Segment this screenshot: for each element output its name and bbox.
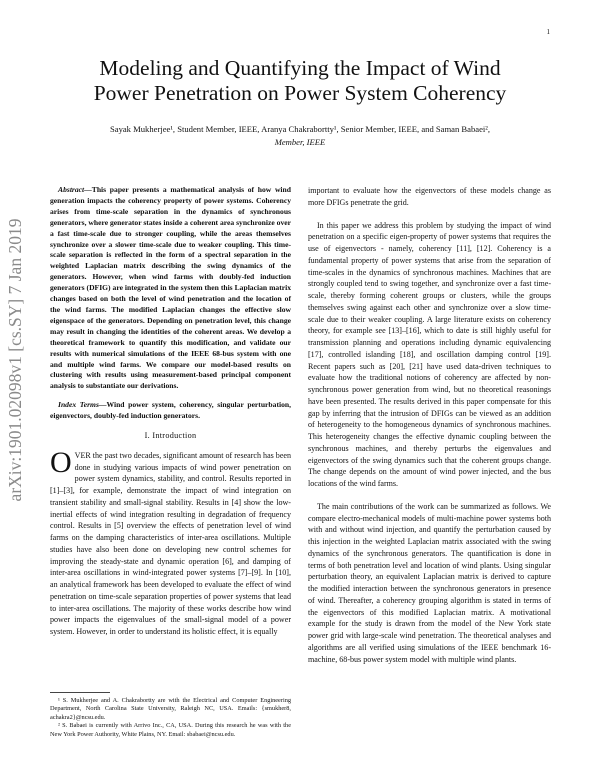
title-line-1: Modeling and Quantifying the Impact of Wind [99, 56, 501, 80]
index-terms [50, 400, 291, 422]
footnote-1: ¹ S. Mukherjee and A. Chakrabortty are with the Electrical and Computer Engineering Department, North Carolina State University, Raleigh NC, USA. Emails: {smukher8, achakra2}@ncsu.edu. [50, 697, 291, 721]
abstract [50, 185, 291, 392]
dropcap: O [50, 445, 72, 479]
right-paragraph-2: The main contributions of the work can be summarized as follows. We compare electro-mechanical models of multi-machine power systems both with and without wind injection, and quantify the perturbation caused by this injection in the weighted Laplacian matrix associated with the swing dynamics of the synchronous generators. The quantification is done in terms of both penetration level and location of wind plants. Using singular perturbation theory, an equivalent Laplacian matrix is derived to capture the modified interaction between the synchronous generators in presence of wind. Thereafter, a coherency grouping algorithm is stated in terms of the eigenvectors of this modified Laplacian matrix. A motivational example for the study is drawn from the model of the New York state power grid with large-scale wind penetration. The theoretical analyses and algorithms are all verified using simulations of the IEEE benchmark 16-machine, 68-bus power system model with multiple wind plants. [308, 501, 551, 664]
authors-line-2: Member, IEEE [274, 137, 326, 147]
left-column [50, 185, 291, 638]
right-paragraph-continued: important to evaluate how the eigenvectors of these models change as more DFIGs penetrate the grid. [308, 186, 551, 207]
title-line-2: Power Penetration on Power System Coherency [93, 81, 507, 105]
right-paragraph-1: In this paper we address this problem by studying the impact of wind penetration on a specific eigen-property of power systems that requires the use of eigenvectors - namely, coherency [11], [12]. Coherency is a fundamental property of power systems that arise from the separation of time-scales in the dynamics of synchronous machines. Machines that are strongly coupled tend to swing together, and synchronize over a fast time-scale, thereby forming coherent groups or clusters, while the groups themselves swing against each other and synchronize over a slow time-scale due to their weaker coupling. A large literature exists on coherency theory, for example see [13]–[16], which to date is still highly useful for transmission planning and operations including dynamic equivalencing [17], controlled islanding [18], and oscillation damping control [19]. Recent papers such as [20], [21] have used data-driven techniques to evaluate how the traditional notions of coherency are affected by non-synchronous power generation from wind, but no theoretical reasonings have been presented. The results derived in this paper compensate for this gap by inferring that the intrusion of DFIGs can be viewed as an addition of heterogeneity to the homogeneous dynamics of synchronous machines. This heterogeneity changes the effective dynamic coupling between the synchronous machines, and thereby perturbs the eigenvalues and eigenvectors of the swing dynamics such that the coherent groups change. The change depends on the amount of wind power injected, and the bus locations of the wind farms. [308, 220, 551, 488]
footnote-2: ² S. Babaei is currently with Arrivo Inc., CA, USA. During this research he was with the New York Power Authority, White Plains, NY. Email: sbabaei@ncsu.edu. [50, 722, 291, 738]
abstract-label: Abstract [58, 185, 85, 194]
abstract-text: —This paper presents a mathematical analysis of how wind generation impacts the coherency property of power systems. Coherency arises from time-scale separation in the dynamics of synchronous generators, where generator states inside a coherent area synchronize over a fast time-scale due to stronger coupling, while the areas themselves synchronize over a slower time-scale due to weaker coupling. This time-scale separation is reflected in the form of a spectral separation in the weighted Laplacian matrix describing the swing dynamics of the generators. However, when wind farms with doubly-fed induction generators (DFIG) are integrated in the system then this Laplacian matrix changes based on both the level of wind penetration and the location of the wind farms. The modified Laplacian changes the effective slow eigenspace of the generators. Depending on penetration level, this change may result in changing the identities of the coherent areas. We develop a theoretical framework to quantify this modification, and validate our results with numerical simulations of the IEEE 68-bus system with one and multiple wind farms. We compare our model-based results on clustering with results using measurement-based principal component analysis to substantiate our derivations. [50, 185, 291, 391]
intro-paragraph-1-text: VER the past two decades, significant amount of research has been done in studying various impacts of wind power penetration on power system dynamics, stability, and control. Results reported in [1]–[3], for example, demonstrate the impact of wind integration on transient stability and small-signal stability. Results in [4] show the low-inertial effects of wind integration resulting in degradation of frequency control. Results in [5] overview the effects of penetration level of wind farms on the damping characteristics of inter-area oscillations. Multiple studies have also been done on developing new control schemes for improving the steady-state and dynamic operation [6], and damping of inter-area oscillations in wind-integrated power systems [7]–[9]. In [10], an analytical framework has been developed to evaluate the effect of wind penetration on time-scale separation properties of power systems that lead to inter-area oscillations. The majority of these works describe how wind power impacts the eigenvalues of the small-signal model of a power system. However, in order to understand its holistic effect, it is equally [50, 450, 291, 637]
footnote-rule [50, 692, 110, 693]
page-number: 1 [546, 28, 550, 36]
right-column [308, 185, 551, 665]
paper-title [60, 56, 540, 106]
index-terms-text: —Wind power system, coherency, singular perturbation, eigenvectors, doubly-fed induction generators. [50, 400, 292, 421]
authors-line-1: Sayak Mukherjee¹, Student Member, IEEE, Aranya Chakrabortty¹, Senior Member, IEEE, and Saman Babaei², [109, 124, 491, 134]
section-heading-introduction: I. Introduction [144, 431, 197, 441]
footnotes [50, 692, 291, 739]
arxiv-stamp [2, 150, 28, 570]
author-list [70, 123, 530, 149]
arxiv-stamp-text: arXiv:1901.02098v1 [cs.SY] 7 Jan 2019 [5, 218, 25, 502]
index-terms-label: Index Terms [58, 400, 99, 410]
intro-paragraph-1 [50, 445, 291, 638]
